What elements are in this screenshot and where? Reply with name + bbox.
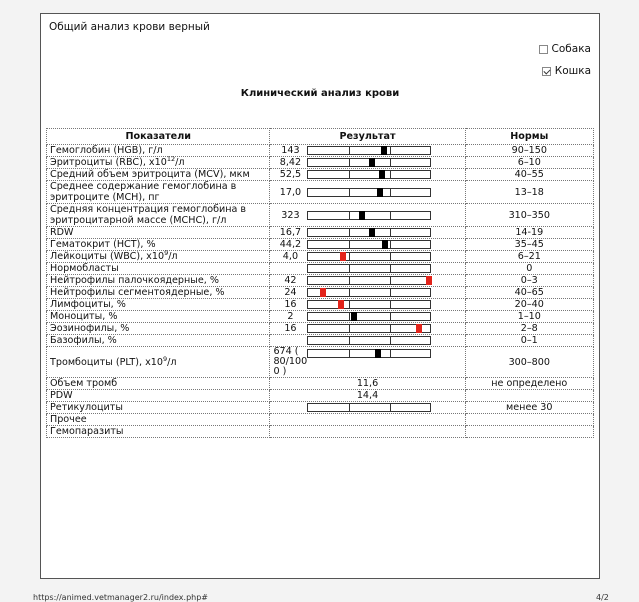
range-tick [349,171,350,178]
indicator-name: Нейтрофилы сегментоядерные, % [47,287,270,299]
indicator-name: Эозинофилы, % [47,323,270,335]
indicator-name: Моноциты, % [47,311,270,323]
range-tick [349,277,350,284]
norm-value: менее 30 [465,402,593,414]
range-tick [390,337,391,344]
abnormal-marker [340,252,346,261]
table-row [47,426,594,438]
result-cell [270,426,465,438]
table-row [47,402,594,414]
species-option-dog[interactable] [539,43,591,55]
result-cell [270,347,465,378]
result-cell [270,204,465,227]
range-tick [390,277,391,284]
result-value: 17,0 [279,186,302,198]
normal-marker [377,188,383,197]
range-tick [390,212,391,219]
indicator-name: Средняя концентрация гемоглобина в эритроцитарной массе (MCHC), г/л [47,204,270,227]
indicator-name: Нормобласты [47,263,270,275]
indicator-name: PDW [47,390,270,402]
norm-value: 13–18 [465,181,593,204]
indicator-name: Гематокрит (HCT), % [47,239,270,251]
norm-value: 90–150 [465,145,593,157]
range-tick [390,289,391,296]
table-row [47,311,594,323]
range-tick [349,147,350,154]
indicator-name: Прочее [47,414,270,426]
table-row [47,263,594,275]
table-row [47,323,594,335]
result-cell [270,414,465,426]
norm-value: 0–3 [465,275,593,287]
indicator-name: Эритроциты (RBC), $х10^{12}/л$ [47,157,270,169]
range-tick [349,350,350,357]
range-bar [307,349,431,358]
header-result: Результат [270,129,465,145]
dog-checkbox[interactable] [539,45,548,54]
table-row [47,347,594,378]
result-cell [270,251,465,263]
table-row [47,299,594,311]
footer-page-number: 4/2 [596,593,609,602]
abnormal-marker [338,300,344,309]
result-cell [270,402,465,414]
result-cell [270,169,465,181]
table-row [47,169,594,181]
indicator-name: Объем тромб [47,378,270,390]
norm-value [465,426,593,438]
norm-value [465,390,593,402]
range-tick [390,350,391,357]
range-bar [307,264,431,273]
range-tick [390,241,391,248]
result-value: 14,4 [356,390,379,401]
range-tick [390,313,391,320]
normal-marker [379,170,385,179]
result-cell [270,263,465,275]
header-norm: Нормы [465,129,593,145]
indicator-name: Средний объем эритроцита (MCV), мкм [47,169,270,181]
normal-marker [381,146,387,155]
indicator-name: Лейкоциты (WBC), $х10^9/л$ [47,251,270,263]
range-tick [390,147,391,154]
result-value: 11,6 [356,378,379,389]
table-row [47,287,594,299]
result-value: 16 [284,323,297,334]
result-cell [270,239,465,251]
result-value: 2 [287,311,294,322]
range-bar [307,288,431,297]
abnormal-marker [426,276,432,285]
range-tick [390,404,391,411]
range-bar [307,240,431,249]
result-value: 52,5 [279,169,302,180]
range-tick [390,189,391,196]
range-tick [390,159,391,166]
range-tick [349,212,350,219]
range-tick [349,404,350,411]
table-header-row [47,129,594,145]
range-tick [390,325,391,332]
normal-marker [369,158,375,167]
range-tick [349,159,350,166]
result-cell [270,299,465,311]
range-bar [307,276,431,285]
indicator-name: Ретикулоциты [47,402,270,414]
range-bar [307,146,431,155]
results-table [46,128,594,438]
result-value: 323 [281,209,300,221]
range-bar [307,312,431,321]
indicator-name: Лимфоциты, % [47,299,270,311]
range-tick [349,325,350,332]
result-cell [270,181,465,204]
table-row [47,145,594,157]
range-bar [307,300,431,309]
result-value: 16,7 [279,227,302,238]
norm-value: 300–800 [465,347,593,378]
table-row [47,251,594,263]
indicator-name: Тромбоциты (PLT), $х10^9/л$ [47,347,270,378]
result-cell [270,275,465,287]
table-row [47,157,594,169]
normal-marker [375,349,381,358]
norm-value: 0–1 [465,335,593,347]
normal-marker [369,228,375,237]
cat-label: Кошка [554,65,591,77]
indicator-name: RDW [47,227,270,239]
result-cell [270,311,465,323]
norm-value: 14-19 [465,227,593,239]
table-row [47,378,594,390]
indicator-name: Базофилы, % [47,335,270,347]
range-tick [390,253,391,260]
range-bar [307,324,431,333]
table-row [47,227,594,239]
result-value: 44,2 [279,239,302,250]
indicator-name: Нейтрофилы палочкоядерные, % [47,275,270,287]
report-page [40,13,600,579]
range-tick [349,189,350,196]
result-value: 42 [284,275,297,286]
norm-value: 1–10 [465,311,593,323]
norm-value [465,414,593,426]
range-bar [307,188,431,197]
table-row [47,414,594,426]
range-tick [349,337,350,344]
range-bar [307,403,431,412]
norm-value: 6–21 [465,251,593,263]
indicator-name: Гемопаразиты [47,426,270,438]
species-option-cat[interactable] [542,65,591,77]
norm-value: 35–45 [465,239,593,251]
result-cell [270,378,465,390]
report-title: Клинический анализ крови [240,88,400,99]
result-cell [270,323,465,335]
document-title: Общий анализ крови верный [49,21,210,33]
normal-marker [351,312,357,321]
table-row [47,204,594,227]
range-bar [307,252,431,261]
range-tick [390,265,391,272]
range-bar [307,211,431,220]
table-row [47,181,594,204]
range-tick [349,289,350,296]
dog-label: Собака [551,43,591,55]
result-cell [270,390,465,402]
range-tick [349,301,350,308]
result-value: 16 [284,299,297,310]
range-bar [307,170,431,179]
table-row [47,335,594,347]
table-row [47,275,594,287]
table-row [47,390,594,402]
norm-value: 0 [465,263,593,275]
abnormal-marker [416,324,422,333]
result-value: 24 [284,287,297,298]
normal-marker [382,240,388,249]
result-value: 143 [281,145,300,156]
range-tick [390,229,391,236]
result-value: 4,0 [282,251,299,262]
indicator-name: Гемоглобин (HGB), г/л [47,145,270,157]
norm-value: 20–40 [465,299,593,311]
table-row [47,239,594,251]
range-bar [307,228,431,237]
indicator-name: Среднее содержание гемоглобина в эритроците (MCH), пг [47,181,270,204]
norm-value: 40–65 [465,287,593,299]
range-bar [307,336,431,345]
result-cell [270,227,465,239]
range-tick [390,301,391,308]
norm-value: 310–350 [465,204,593,227]
result-cell [270,157,465,169]
norm-value: не определено [465,378,593,390]
range-tick [349,229,350,236]
result-cell [270,287,465,299]
abnormal-marker [320,288,326,297]
range-tick [349,241,350,248]
normal-marker [359,211,365,220]
result-cell [270,335,465,347]
footer-url: https://animed.vetmanager2.ru/index.php# [33,593,209,602]
range-bar [307,158,431,167]
norm-value: 40–55 [465,169,593,181]
range-tick [349,253,350,260]
range-tick [349,265,350,272]
result-value: 674 ( 80/1000 ) [273,346,308,377]
result-value: 8,42 [279,157,302,168]
norm-value: 6–10 [465,157,593,169]
range-tick [390,171,391,178]
header-indicator: Показатели [47,129,270,145]
cat-checkbox[interactable] [542,67,551,76]
result-cell [270,145,465,157]
norm-value: 2–8 [465,323,593,335]
